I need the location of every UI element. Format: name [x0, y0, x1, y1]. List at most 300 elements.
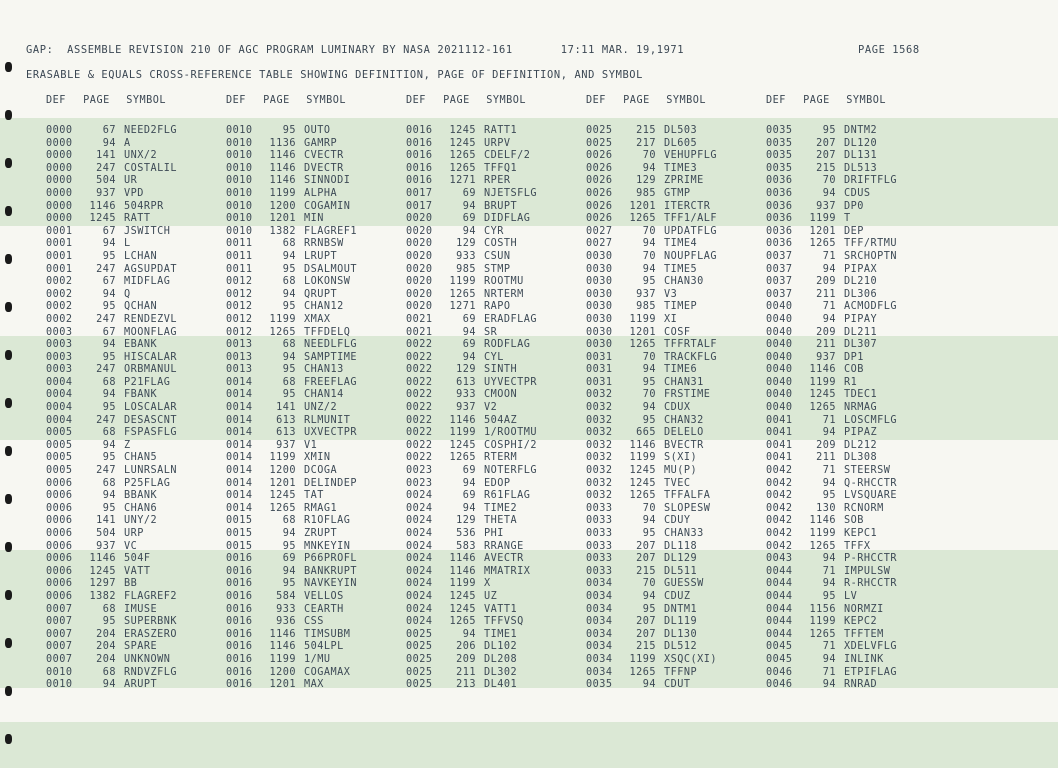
- page-cell: 71: [822, 565, 836, 577]
- symbol-cell: NEED2FLG: [124, 125, 178, 136]
- symbol-cell: V1: [304, 439, 318, 451]
- table-row: [766, 578, 944, 591]
- def-cell: 0020: [406, 250, 433, 262]
- def-cell: 0035: [586, 679, 613, 691]
- page-cell: 215: [636, 125, 656, 136]
- def-cell: 0002: [46, 288, 73, 300]
- def-cell: 0002: [46, 313, 73, 325]
- def-cell: 0003: [46, 326, 73, 338]
- symbol-cell: FREEFLAG: [304, 376, 358, 388]
- symbol-cell: RNRAD: [844, 679, 878, 691]
- page-cell: 71: [822, 414, 836, 426]
- def-cell: 0016: [226, 679, 253, 691]
- def-cell: 0026: [586, 213, 613, 225]
- feed-hole: [5, 542, 12, 552]
- def-cell: 0022: [406, 414, 433, 426]
- def-cell: 0020: [406, 288, 433, 300]
- def-cell: 0040: [766, 301, 793, 313]
- table-row: [226, 616, 404, 629]
- page-cell: 95: [282, 125, 296, 136]
- table-row: [586, 289, 764, 302]
- symbol-cell: TFF/RTMU: [844, 238, 898, 250]
- symbol-cell: DELELO: [664, 427, 704, 439]
- symbol-cell: MU(P): [664, 465, 698, 477]
- page-cell: 1146: [449, 565, 476, 577]
- table-row: [586, 566, 764, 579]
- symbol-cell: RLMUNIT: [304, 414, 351, 426]
- symbol-cell: NAVKEYIN: [304, 578, 358, 590]
- def-cell: 0033: [586, 515, 613, 527]
- def-cell: 0032: [586, 452, 613, 464]
- symbol-cell: DL605: [664, 137, 698, 149]
- symbol-cell: 504LPL: [304, 641, 344, 653]
- def-cell: 0004: [46, 402, 73, 414]
- table-row: [766, 339, 944, 352]
- table-row: [226, 301, 404, 314]
- symbol-cell: R-RHCCTR: [844, 578, 898, 590]
- symbol-cell: RRNBSW: [304, 238, 344, 250]
- symbol-cell: IMPULSW: [844, 565, 891, 577]
- def-cell: 0000: [46, 162, 73, 174]
- def-cell: 0022: [406, 402, 433, 414]
- table-row: [406, 490, 584, 503]
- symbol-cell: MNKEYIN: [304, 540, 351, 552]
- page-cell: 1265: [269, 326, 296, 338]
- def-cell: 0034: [586, 616, 613, 628]
- table-row: [46, 264, 224, 277]
- table-row: [586, 377, 764, 390]
- symbol-cell: EDOP: [484, 477, 511, 489]
- symbol-cell: SINTH: [484, 364, 518, 376]
- def-cell: 0033: [586, 528, 613, 539]
- def-cell: 0023: [406, 477, 433, 489]
- page-cell: 94: [102, 439, 116, 451]
- table-row: [226, 213, 404, 226]
- def-cell: 0012: [226, 326, 253, 338]
- table-row: [766, 377, 944, 390]
- def-cell: 0014: [226, 414, 253, 426]
- def-cell: 0025: [406, 679, 433, 691]
- def-cell: 0037: [766, 276, 793, 288]
- table-row: [226, 667, 404, 680]
- table-row: [226, 465, 404, 478]
- symbol-cell: TVEC: [664, 477, 691, 489]
- def-cell: 0025: [586, 137, 613, 149]
- def-cell: 0010: [226, 187, 253, 199]
- symbol-cell: INLINK: [844, 653, 884, 665]
- page-cell: 95: [102, 452, 116, 464]
- table-row: [586, 452, 764, 465]
- table-row: [406, 289, 584, 302]
- table-row: [226, 503, 404, 516]
- symbol-cell: TIME3: [664, 162, 698, 174]
- def-cell: 0007: [46, 641, 73, 653]
- def-cell: 0020: [406, 301, 433, 313]
- header-def: DEF: [46, 95, 66, 106]
- def-cell: 0044: [766, 616, 793, 628]
- def-cell: 0036: [766, 175, 793, 187]
- page-cell: 937: [276, 439, 296, 451]
- page-number: PAGE 1568: [858, 44, 920, 56]
- page-cell: 95: [102, 351, 116, 363]
- header-def: DEF: [586, 95, 606, 106]
- symbol-cell: BBANK: [124, 490, 158, 502]
- table-row: [586, 238, 764, 251]
- table-row: [766, 352, 944, 365]
- def-cell: 0032: [586, 389, 613, 401]
- table-row: [766, 503, 944, 516]
- page-cell: 67: [102, 125, 116, 136]
- def-cell: 0016: [406, 150, 433, 162]
- def-cell: 0024: [406, 540, 433, 552]
- table-row: [226, 238, 404, 251]
- def-cell: 0045: [766, 653, 793, 665]
- page-cell: 1156: [809, 603, 836, 615]
- def-cell: 0037: [766, 263, 793, 275]
- page-cell: 1146: [89, 200, 116, 212]
- symbol-cell: LUNRSALN: [124, 465, 178, 477]
- table-row: [46, 503, 224, 516]
- def-cell: 0042: [766, 502, 793, 514]
- table-row: [46, 276, 224, 289]
- page-cell: 94: [462, 477, 476, 489]
- page-cell: 95: [642, 528, 656, 539]
- symbol-cell: CYL: [484, 351, 504, 363]
- symbol-cell: DL130: [664, 628, 698, 640]
- page-cell: 68: [102, 376, 116, 388]
- def-cell: 0000: [46, 187, 73, 199]
- table-row: [586, 276, 764, 289]
- symbol-cell: TIMEP: [664, 301, 698, 313]
- page-cell: 247: [96, 162, 116, 174]
- table-row: [226, 352, 404, 365]
- def-cell: 0042: [766, 465, 793, 477]
- table-row: [586, 402, 764, 415]
- symbol-cell: NJETSFLG: [484, 187, 538, 199]
- page-cell: 71: [822, 666, 836, 678]
- table-row: [586, 175, 764, 188]
- symbol-cell: CSS: [304, 616, 324, 628]
- def-cell: 0040: [766, 351, 793, 363]
- symbol-cell: UNY/2: [124, 515, 158, 527]
- page-cell: 70: [642, 250, 656, 262]
- symbol-cell: VELLOS: [304, 590, 344, 602]
- def-cell: 0026: [586, 162, 613, 174]
- table-row: [406, 188, 584, 201]
- def-cell: 0010: [226, 162, 253, 174]
- symbol-cell: UYVECTPR: [484, 376, 538, 388]
- symbol-cell: P25FLAG: [124, 477, 171, 489]
- page-cell: 129: [456, 364, 476, 376]
- page-cell: 985: [456, 263, 476, 275]
- symbol-cell: A: [124, 137, 131, 149]
- table-row: [226, 440, 404, 453]
- page-cell: 1265: [809, 540, 836, 552]
- symbol-cell: DL503: [664, 125, 698, 136]
- def-cell: 0024: [406, 528, 433, 539]
- def-cell: 0020: [406, 213, 433, 225]
- def-cell: 0004: [46, 389, 73, 401]
- def-cell: 0024: [406, 553, 433, 565]
- def-cell: 0014: [226, 439, 253, 451]
- symbol-cell: DNTM1: [664, 603, 698, 615]
- def-cell: 0022: [406, 351, 433, 363]
- table-row: [586, 364, 764, 377]
- def-cell: 0004: [46, 376, 73, 388]
- page-cell: 613: [456, 376, 476, 388]
- table-row: [226, 578, 404, 591]
- table-row: [766, 604, 944, 617]
- def-cell: 0033: [586, 553, 613, 565]
- symbol-cell: FRSTIME: [664, 389, 711, 401]
- page-cell: 94: [822, 653, 836, 665]
- symbol-cell: GUESSW: [664, 578, 704, 590]
- symbol-cell: KEPC1: [844, 528, 878, 539]
- symbol-cell: DL306: [844, 288, 878, 300]
- symbol-cell: Q-RHCCTR: [844, 477, 898, 489]
- def-cell: 0024: [406, 490, 433, 502]
- symbol-cell: DL210: [844, 276, 878, 288]
- symbol-cell: PIPAY: [844, 313, 878, 325]
- page-cell: 1245: [809, 389, 836, 401]
- page-cell: 1200: [269, 200, 296, 212]
- def-cell: 0007: [46, 653, 73, 665]
- table-row: [586, 352, 764, 365]
- symbol-cell: DL511: [664, 565, 698, 577]
- symbol-cell: RATT: [124, 213, 151, 225]
- table-row: [406, 503, 584, 516]
- page-cell: 1199: [269, 313, 296, 325]
- symbol-cell: TIME2: [484, 502, 518, 514]
- feed-hole: [5, 206, 12, 216]
- table-row: [226, 389, 404, 402]
- table-row: [766, 138, 944, 151]
- table-row: [586, 138, 764, 151]
- table-row: [586, 389, 764, 402]
- def-cell: 0007: [46, 628, 73, 640]
- table-row: [766, 591, 944, 604]
- def-cell: 0034: [586, 628, 613, 640]
- page-cell: 207: [636, 616, 656, 628]
- symbol-cell: ITERCTR: [664, 200, 711, 212]
- page-cell: 207: [636, 553, 656, 565]
- table-row: [46, 415, 224, 428]
- symbol-cell: CHAN31: [664, 376, 704, 388]
- page-cell: 1245: [449, 603, 476, 615]
- symbol-cell: TIME5: [664, 263, 698, 275]
- page-cell: 1382: [89, 590, 116, 602]
- table-row: [226, 377, 404, 390]
- def-cell: 0042: [766, 515, 793, 527]
- page-cell: 95: [282, 301, 296, 313]
- symbol-cell: DCOGA: [304, 465, 338, 477]
- symbol-cell: GAMRP: [304, 137, 338, 149]
- symbol-cell: DL118: [664, 540, 698, 552]
- table-row: [766, 364, 944, 377]
- page-cell: 94: [822, 553, 836, 565]
- def-cell: 0013: [226, 364, 253, 376]
- symbol-cell: LRUPT: [304, 250, 338, 262]
- page-cell: 1245: [629, 477, 656, 489]
- symbol-cell: GTMP: [664, 187, 691, 199]
- def-cell: 0027: [586, 225, 613, 237]
- def-cell: 0016: [226, 578, 253, 590]
- table-column-5: [766, 95, 944, 692]
- page-cell: 1245: [269, 490, 296, 502]
- table-row: [46, 440, 224, 453]
- def-cell: 0030: [586, 301, 613, 313]
- table-row: [766, 238, 944, 251]
- def-cell: 0034: [586, 603, 613, 615]
- table-row: [406, 352, 584, 365]
- def-cell: 0002: [46, 276, 73, 288]
- page-cell: 129: [456, 515, 476, 527]
- symbol-cell: SLOPESW: [664, 502, 711, 514]
- page-cell: 95: [642, 603, 656, 615]
- page-cell: 94: [642, 364, 656, 376]
- symbol-cell: TRACKFLG: [664, 351, 718, 363]
- table-row: [406, 339, 584, 352]
- page-cell: 247: [96, 313, 116, 325]
- page-cell: 1265: [449, 162, 476, 174]
- page-cell: 209: [456, 653, 476, 665]
- def-cell: 0016: [406, 175, 433, 187]
- symbol-cell: 1/MU: [304, 653, 331, 665]
- table-row: [586, 251, 764, 264]
- symbol-cell: URPV: [484, 137, 511, 149]
- table-row: [46, 138, 224, 151]
- table-row: [586, 440, 764, 453]
- symbol-cell: DL211: [844, 326, 878, 338]
- def-cell: 0030: [586, 313, 613, 325]
- table-row: [766, 389, 944, 402]
- page-cell: 94: [822, 679, 836, 691]
- table-row: [226, 515, 404, 528]
- page-cell: 937: [96, 187, 116, 199]
- page-cell: 985: [636, 301, 656, 313]
- symbol-cell: DL302: [484, 666, 518, 678]
- page-cell: 1146: [269, 628, 296, 640]
- table-row: [766, 289, 944, 302]
- table-row: [766, 452, 944, 465]
- symbol-cell: SUPERBNK: [124, 616, 178, 628]
- def-cell: 0016: [226, 641, 253, 653]
- page-cell: 94: [462, 502, 476, 514]
- page-cell: 1200: [269, 465, 296, 477]
- symbol-cell: TAT: [304, 490, 324, 502]
- table-row: [46, 125, 224, 138]
- table-row: [766, 276, 944, 289]
- def-cell: 0000: [46, 150, 73, 162]
- page-cell: 94: [822, 187, 836, 199]
- page-cell: 536: [456, 528, 476, 539]
- def-cell: 0024: [406, 565, 433, 577]
- page-cell: 1265: [629, 666, 656, 678]
- table-row: [46, 188, 224, 201]
- symbol-cell: DL119: [664, 616, 698, 628]
- def-cell: 0006: [46, 565, 73, 577]
- def-cell: 0014: [226, 402, 253, 414]
- page-cell: 1265: [269, 502, 296, 514]
- page-cell: 68: [102, 603, 116, 615]
- def-cell: 0013: [226, 339, 253, 351]
- table-row: [406, 679, 584, 692]
- page-cell: 94: [642, 162, 656, 174]
- symbol-cell: CSUN: [484, 250, 511, 262]
- header-symbol: SYMBOL: [486, 95, 527, 106]
- def-cell: 0026: [586, 187, 613, 199]
- def-cell: 0037: [766, 288, 793, 300]
- def-cell: 0034: [586, 590, 613, 602]
- header-def: DEF: [766, 95, 786, 106]
- def-cell: 0014: [226, 427, 253, 439]
- def-cell: 0000: [46, 175, 73, 187]
- symbol-cell: FLAGREF1: [304, 225, 358, 237]
- symbol-cell: RCNORM: [844, 502, 884, 514]
- def-cell: 0016: [226, 553, 253, 565]
- def-cell: 0006: [46, 590, 73, 602]
- table-row: [766, 213, 944, 226]
- table-row: [586, 301, 764, 314]
- def-cell: 0003: [46, 351, 73, 363]
- table-row: [46, 629, 224, 642]
- page-cell: 207: [636, 628, 656, 640]
- page-cell: 95: [282, 578, 296, 590]
- symbol-cell: RMAG1: [304, 502, 338, 514]
- table-row: [406, 478, 584, 491]
- symbol-cell: V3: [664, 288, 678, 300]
- def-cell: 0046: [766, 679, 793, 691]
- table-row: [46, 339, 224, 352]
- feed-hole: [5, 446, 12, 456]
- page-cell: 95: [282, 364, 296, 376]
- symbol-cell: V2: [484, 402, 498, 414]
- symbol-cell: DEP: [844, 225, 864, 237]
- page-cell: 95: [102, 250, 116, 262]
- table-row: [226, 679, 404, 692]
- page-cell: 1271: [449, 301, 476, 313]
- table-row: [766, 163, 944, 176]
- table-row: [766, 264, 944, 277]
- table-row: [46, 389, 224, 402]
- symbol-cell: SAMPTIME: [304, 351, 358, 363]
- page-cell: 1199: [629, 313, 656, 325]
- table-row: [586, 188, 764, 201]
- page-cell: 613: [276, 427, 296, 439]
- table-row: [766, 301, 944, 314]
- def-cell: 0036: [766, 225, 793, 237]
- def-cell: 0015: [226, 515, 253, 527]
- page-cell: 94: [102, 339, 116, 351]
- table-row: [46, 402, 224, 415]
- symbol-cell: XSQC(XI): [664, 653, 718, 665]
- table-row: [766, 150, 944, 163]
- page-cell: 207: [816, 137, 836, 149]
- symbol-cell: PIPAZ: [844, 427, 878, 439]
- symbol-cell: MIN: [304, 213, 324, 225]
- table-row: [46, 163, 224, 176]
- def-cell: 0030: [586, 276, 613, 288]
- table-row: [406, 427, 584, 440]
- table-row: [766, 616, 944, 629]
- page-cell: 211: [816, 339, 836, 351]
- page-cell: 1265: [809, 628, 836, 640]
- symbol-cell: CHAN6: [124, 502, 158, 514]
- table-row: [46, 654, 224, 667]
- table-row: [406, 604, 584, 617]
- def-cell: 0010: [226, 125, 253, 136]
- def-cell: 0006: [46, 553, 73, 565]
